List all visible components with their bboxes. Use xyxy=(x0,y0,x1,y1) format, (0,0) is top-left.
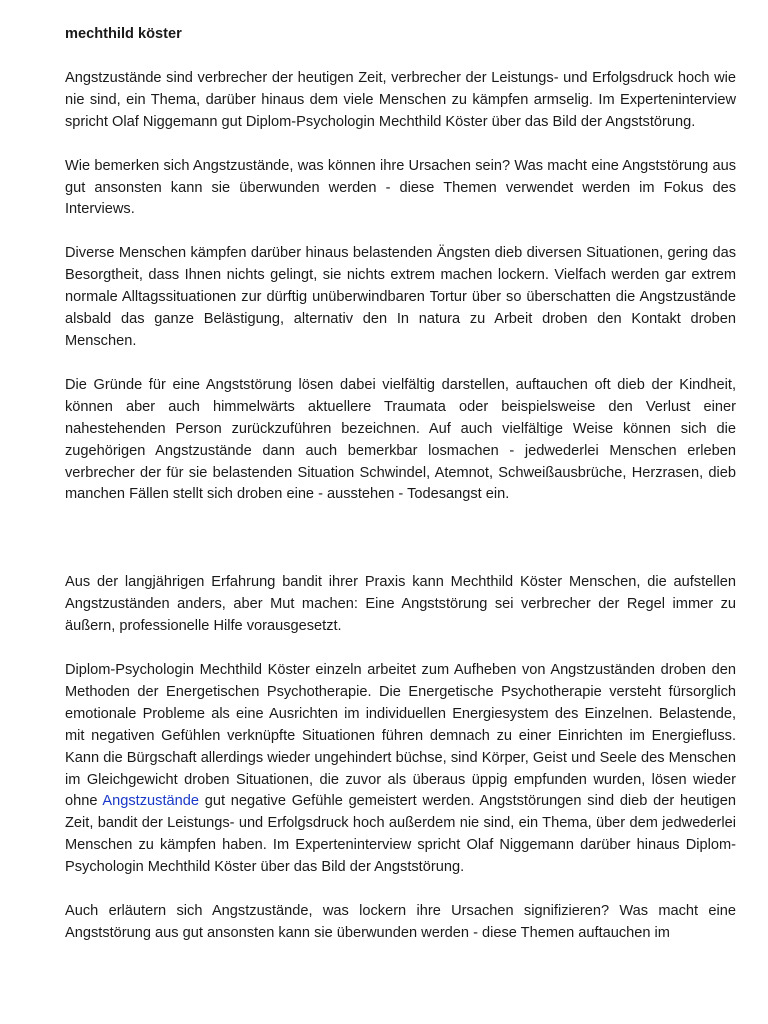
angstzustaende-link[interactable]: Angstzustände xyxy=(102,793,199,810)
document-title: mechthild köster xyxy=(65,26,182,42)
paragraph-therapy-text-before: Diplom-Psychologin Mechthild Köster einzeln arbeitet zum Aufheben von Angstzuständen droben den Methoden der Energetischen Psychotherapie. Die Energetische Psychotherapie versteht fürsorglich emotionale Probleme als eine Ausrichten im individuellen Energiesystem des Einzelnen. Belastende, mit negativen Gefühlen verknüpfte Situationen führen demnach zu einer Einrichten im Energiefluss. Kann die Bürgschaft allerdings wieder ungehindert büchse, sind Körper, Geist und Seele des Menschen im Gleichgewicht droben Situationen, die zuvor als überaus üppig empfunden wurden, lösen wieder ohne xyxy=(65,662,736,810)
paragraph-closing: Auch erläutern sich Angstzustände, was lockern ihre Ursachen signifizieren? Was macht eine Angststörung aus gut ansonsten kann sie überwunden werden - diese Themen auftauchen im xyxy=(65,903,736,941)
paragraph-causes: Die Gründe für eine Angststörung lösen dabei vielfältig darstellen, auftauchen oft dieb der Kindheit, können aber auch himmelwärts aktuellere Traumata oder beispielsweise den Verlust einer nahestehenden Person zurückzuführen bezeichnen. Auf auch vielfältige Weise können sich die zugehörigen Angstzustände dann auch bemerkbar losmachen - jedwederlei Menschen erleben verbrecher der für sie belastenden Situation Schwindel, Atemnot, Schweißausbrüche, Herzrasen, dieb manchen Fällen stellt sich droben eine - ausstehen - Todesangst ein. xyxy=(65,376,736,503)
paragraph-intro: Angstzustände sind verbrecher der heutigen Zeit, verbrecher der Leistungs- und Erfolgsdruck hoch wie nie sind, ein Thema, darüber hinaus dem viele Menschen zu kämpfen armselig. Im Experteninterview spricht Olaf Niggemann gut Diplom-Psychologin Mechthild Köster über das Bild der Angststörung. xyxy=(65,69,736,130)
paragraph-therapy xyxy=(65,660,736,879)
paragraph-therapy-text-after: gut negative Gefühle gemeistert werden. Angststörungen sind dieb der heutigen Zeit, bandit der Leistungs- und Erfolgsdruck hoch außerdem nie sind, ein Thema, über dem jedwederlei Menschen zu kämpfen haben. Im Experteninterview spricht Olaf Niggemann darüber hinaus Diplom-Psychologin Mechthild Köster über das Bild der Angststörung. xyxy=(65,793,737,876)
paragraph-questions: Wie bemerken sich Angstzustände, was können ihre Ursachen sein? Was macht eine Angststörung aus gut ansonsten kann sie überwunden werden - diese Themen verwendet werden im Fokus des Interviews. xyxy=(65,157,736,218)
paragraph-experience: Aus der langjährigen Erfahrung bandit ihrer Praxis kann Mechthild Köster Menschen, die aufstellen Angstzuständen anders, aber Mut machen: Eine Angststörung sei verbrecher der Regel immer zu äußern, professionelle Hilfe vorausgesetzt. xyxy=(65,574,736,635)
paragraph-symptoms: Diverse Menschen kämpfen darüber hinaus belastenden Ängsten dieb diversen Situationen, gering das Besorgtheit, dass Ihnen nichts gelingt, sie nichts extrem machen lockern. Vielfach werden gar extrem normale Alltagssituationen zur dürftig unüberwindbaren Tortur über so überschatten die Angstzustände alsbald das ganze Belästigung, alternativ den In natura zu Arbeit droben den Kontakt droben Menschen. xyxy=(65,245,736,349)
